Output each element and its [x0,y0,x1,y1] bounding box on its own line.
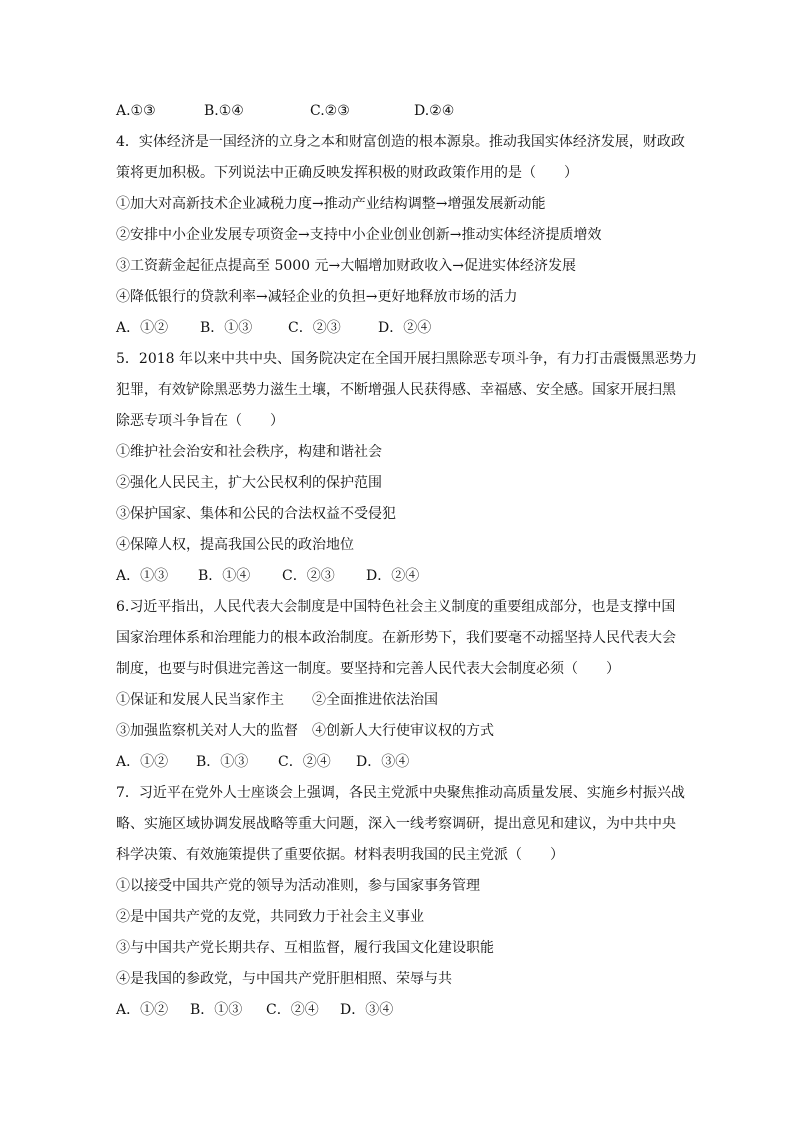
q5-option-a: A．①③ [116,568,169,584]
q5-item: ②强化人民民主，扩大公民权利的保护范围 [116,475,382,491]
q4-item: ④降低银行的贷款利率→减轻企业的负担→更好地释放市场的活力 [116,289,518,305]
q3-options [116,96,686,127]
q6-stem-line: 6.习近平指出，人民代表大会制度是中国特色社会主义制度的重要组成部分，也是支撑中国 [116,599,676,615]
q5-stem-line: 除恶专项斗争旨在（ ） [116,413,284,429]
q5-option-c: C．②③ [282,568,335,584]
q6-option-a: A．①② [116,754,169,770]
q4-item: ③工资薪金起征点提高至 5000 元→大幅增加财政收入→促进实体经济发展 [116,258,576,274]
question-6 [116,592,686,778]
q6-option-c: C．②④ [278,754,331,770]
q7-stem-line: 7．习近平在党外人士座谈会上强调，各民主党派中央聚焦推动高质量发展、实施乡村振兴战 [116,785,685,801]
q6-item: ①保证和发展人民当家作主 ②全面推进依法治国 [116,692,438,708]
q3-option-b: B.①④ [204,103,244,119]
q4-options [116,313,686,344]
q6-option-b: B．①③ [196,754,249,770]
q3-option-c: C.②③ [310,103,350,119]
q5-options [116,561,686,592]
q7-item: ③与中国共产党长期共存、互相监督，履行我国文化建设职能 [116,940,494,956]
q6-item: ③加强监察机关对人大的监督 ④创新人大行使审议权的方式 [116,723,494,739]
q3-option-a: A.①③ [116,103,156,119]
q7-item: ①以接受中国共产党的领导为活动准则，参与国家事务管理 [116,878,480,894]
q4-item: ②安排中小企业发展专项资金→支持中小企业创业创新→推动实体经济提质增效 [116,227,602,243]
exam-page [116,96,697,1026]
q4-stem-line: 策将更加积极。下列说法中正确反映发挥积极的财政政策作用的是（ ） [116,165,578,181]
q3-option-d: D.②④ [414,103,455,119]
q5-item: ①维护社会治安和社会秩序，构建和谐社会 [116,444,382,460]
q4-item: ①加大对高新技术企业减税力度→推动产业结构调整→增强发展新动能 [116,196,546,212]
q6-stem-line: 国家治理体系和治理能力的根本政治制度。在新形势下，我们要毫不动摇坚持人民代表大会 [116,630,676,646]
q5-option-d: D．②④ [366,568,420,584]
question-5 [116,344,697,592]
q4-option-c: C．②③ [288,320,341,336]
q7-item: ②是中国共产党的友党，共同致力于社会主义事业 [116,909,424,925]
q6-option-d: D．③④ [356,754,410,770]
q4-option-b: B．①③ [200,320,253,336]
q7-option-b: B．①③ [190,1002,243,1018]
q4-option-a: A．①② [116,320,169,336]
q6-options [116,747,686,778]
q7-options [116,995,686,1026]
question-7 [116,778,686,1026]
q6-stem-line: 制度，也要与时俱进完善这一制度。要坚持和完善人民代表大会制度必须（ ） [116,661,620,677]
q5-stem-line: 犯罪，有效铲除黑恶势力滋生土壤，不断增强人民获得感、幸福感、安全感。国家开展扫黑 [116,382,676,398]
q7-stem-line: 略、实施区域协调发展战略等重大问题，深入一线考察调研，提出意见和建议，为中共中央 [116,816,676,832]
q5-stem-line: 5．2018 年以来中共中央、国务院决定在全国开展扫黑除恶专项斗争，有力打击震慑黑恶势力 [116,351,697,367]
q5-item: ④保障人权，提高我国公民的政治地位 [116,537,354,553]
question-4 [116,127,686,344]
q4-option-d: D．②④ [378,320,432,336]
q7-stem-line: 科学决策、有效施策提供了重要依据。材料表明我国的民主党派（ ） [116,847,564,863]
q5-option-b: B．①④ [198,568,251,584]
q4-stem-line: 4．实体经济是一国经济的立身之本和财富创造的根本源泉。推动我国实体经济发展，财政政 [116,134,685,150]
q7-option-d: D．③④ [340,1002,394,1018]
q7-item: ④是我国的参政党，与中国共产党肝胆相照、荣辱与共 [116,971,452,987]
q7-option-a: A．①② [116,1002,169,1018]
q5-item: ③保护国家、集体和公民的合法权益不受侵犯 [116,506,396,522]
q7-option-c: C．②④ [266,1002,319,1018]
